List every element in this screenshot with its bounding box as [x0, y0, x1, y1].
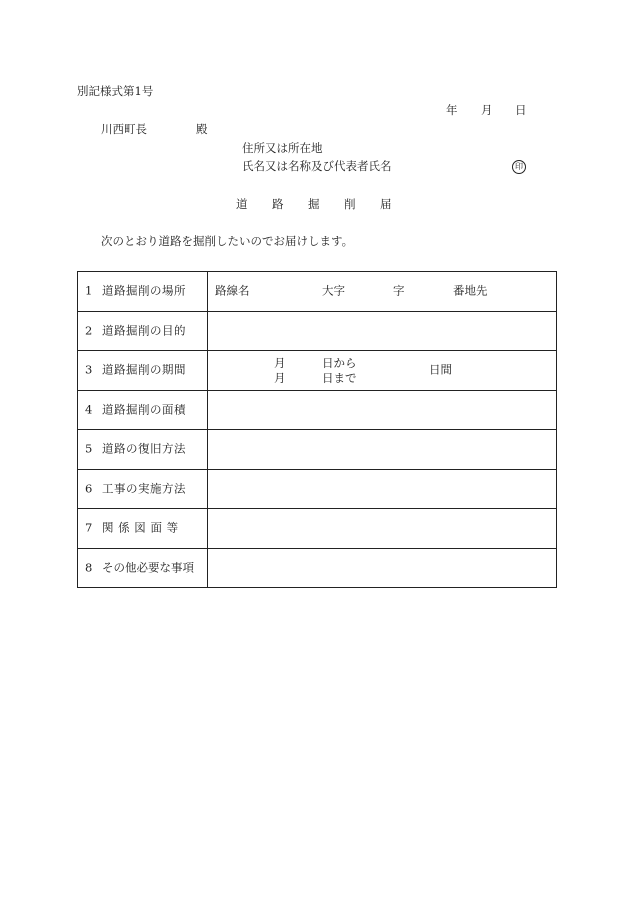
- table-row: [78, 311, 557, 351]
- banchi-label: 番地先: [453, 283, 488, 298]
- row-label: 関 係 図 面 等: [102, 520, 179, 535]
- restoration-method-field[interactable]: [208, 430, 557, 470]
- row-number: 5: [85, 441, 93, 456]
- row-number: 4: [85, 402, 93, 416]
- row-label: 道路掘削の場所: [102, 283, 186, 298]
- application-table: [77, 271, 557, 588]
- period-month-end: 月: [274, 371, 286, 385]
- period-month-start: 月: [274, 356, 286, 370]
- area-field[interactable]: [208, 390, 557, 430]
- address-label: 住所又は所在地: [242, 141, 323, 155]
- title-char: 路: [272, 197, 284, 211]
- row-label-cell: [78, 311, 208, 351]
- title-char: 削: [344, 197, 356, 211]
- location-field[interactable]: [208, 272, 557, 312]
- oaza-label: 大字: [322, 283, 345, 298]
- date-day: 日: [515, 103, 527, 117]
- table-row: [78, 548, 557, 588]
- row-label: その他必要な事項: [102, 560, 194, 574]
- table-row: [78, 272, 557, 312]
- row-label-cell: [78, 509, 208, 549]
- row-number: 2: [85, 323, 93, 337]
- period-days: 日間: [429, 362, 452, 377]
- row-label-cell: [78, 469, 208, 509]
- row-number: 7: [85, 520, 93, 535]
- row-number: 8: [85, 560, 93, 574]
- intro-text: 次のとおり道路を掘削したいのでお届けします。: [101, 234, 354, 248]
- purpose-field[interactable]: [208, 311, 557, 351]
- period-until: 日まで: [322, 371, 357, 385]
- title-char: 届: [380, 197, 392, 211]
- table-row: [78, 469, 557, 509]
- date-month: 月: [481, 103, 493, 117]
- row-label: 道路掘削の期間: [102, 362, 186, 377]
- seal-text: 印: [515, 162, 523, 171]
- row-label-cell: [78, 272, 208, 312]
- form-number: 別記様式第1号: [77, 84, 154, 98]
- construction-method-field[interactable]: [208, 469, 557, 509]
- addressee-honorific: 殿: [196, 122, 208, 136]
- related-drawings-field[interactable]: [208, 509, 557, 549]
- row-label: 道路掘削の面積: [102, 402, 186, 416]
- aza-label: 字: [393, 283, 405, 298]
- row-number: 1: [85, 283, 93, 298]
- table-row: [78, 351, 557, 391]
- name-label: 氏名又は名称及び代表者氏名: [242, 159, 392, 173]
- row-label-cell: [78, 548, 208, 588]
- table-row: [78, 509, 557, 549]
- row-label: 道路掘削の目的: [102, 323, 186, 337]
- row-label-cell: [78, 351, 208, 391]
- seal-mark: [512, 160, 526, 174]
- table-row: [78, 430, 557, 470]
- row-label-cell: [78, 430, 208, 470]
- title-char: 掘: [308, 197, 320, 211]
- row-label: 工事の実施方法: [102, 481, 186, 495]
- table-row: [78, 390, 557, 430]
- title-char: 道: [236, 197, 248, 211]
- period-from: 日から: [322, 356, 357, 370]
- date-year: 年: [446, 103, 458, 117]
- other-matters-field[interactable]: [208, 548, 557, 588]
- row-label-cell: [78, 390, 208, 430]
- route-name-label: 路線名: [215, 283, 250, 298]
- addressee-name: 川西町長: [101, 122, 147, 136]
- row-number: 3: [85, 362, 93, 377]
- period-field[interactable]: [208, 351, 557, 391]
- row-label: 道路の復旧方法: [102, 441, 186, 456]
- row-number: 6: [85, 481, 93, 495]
